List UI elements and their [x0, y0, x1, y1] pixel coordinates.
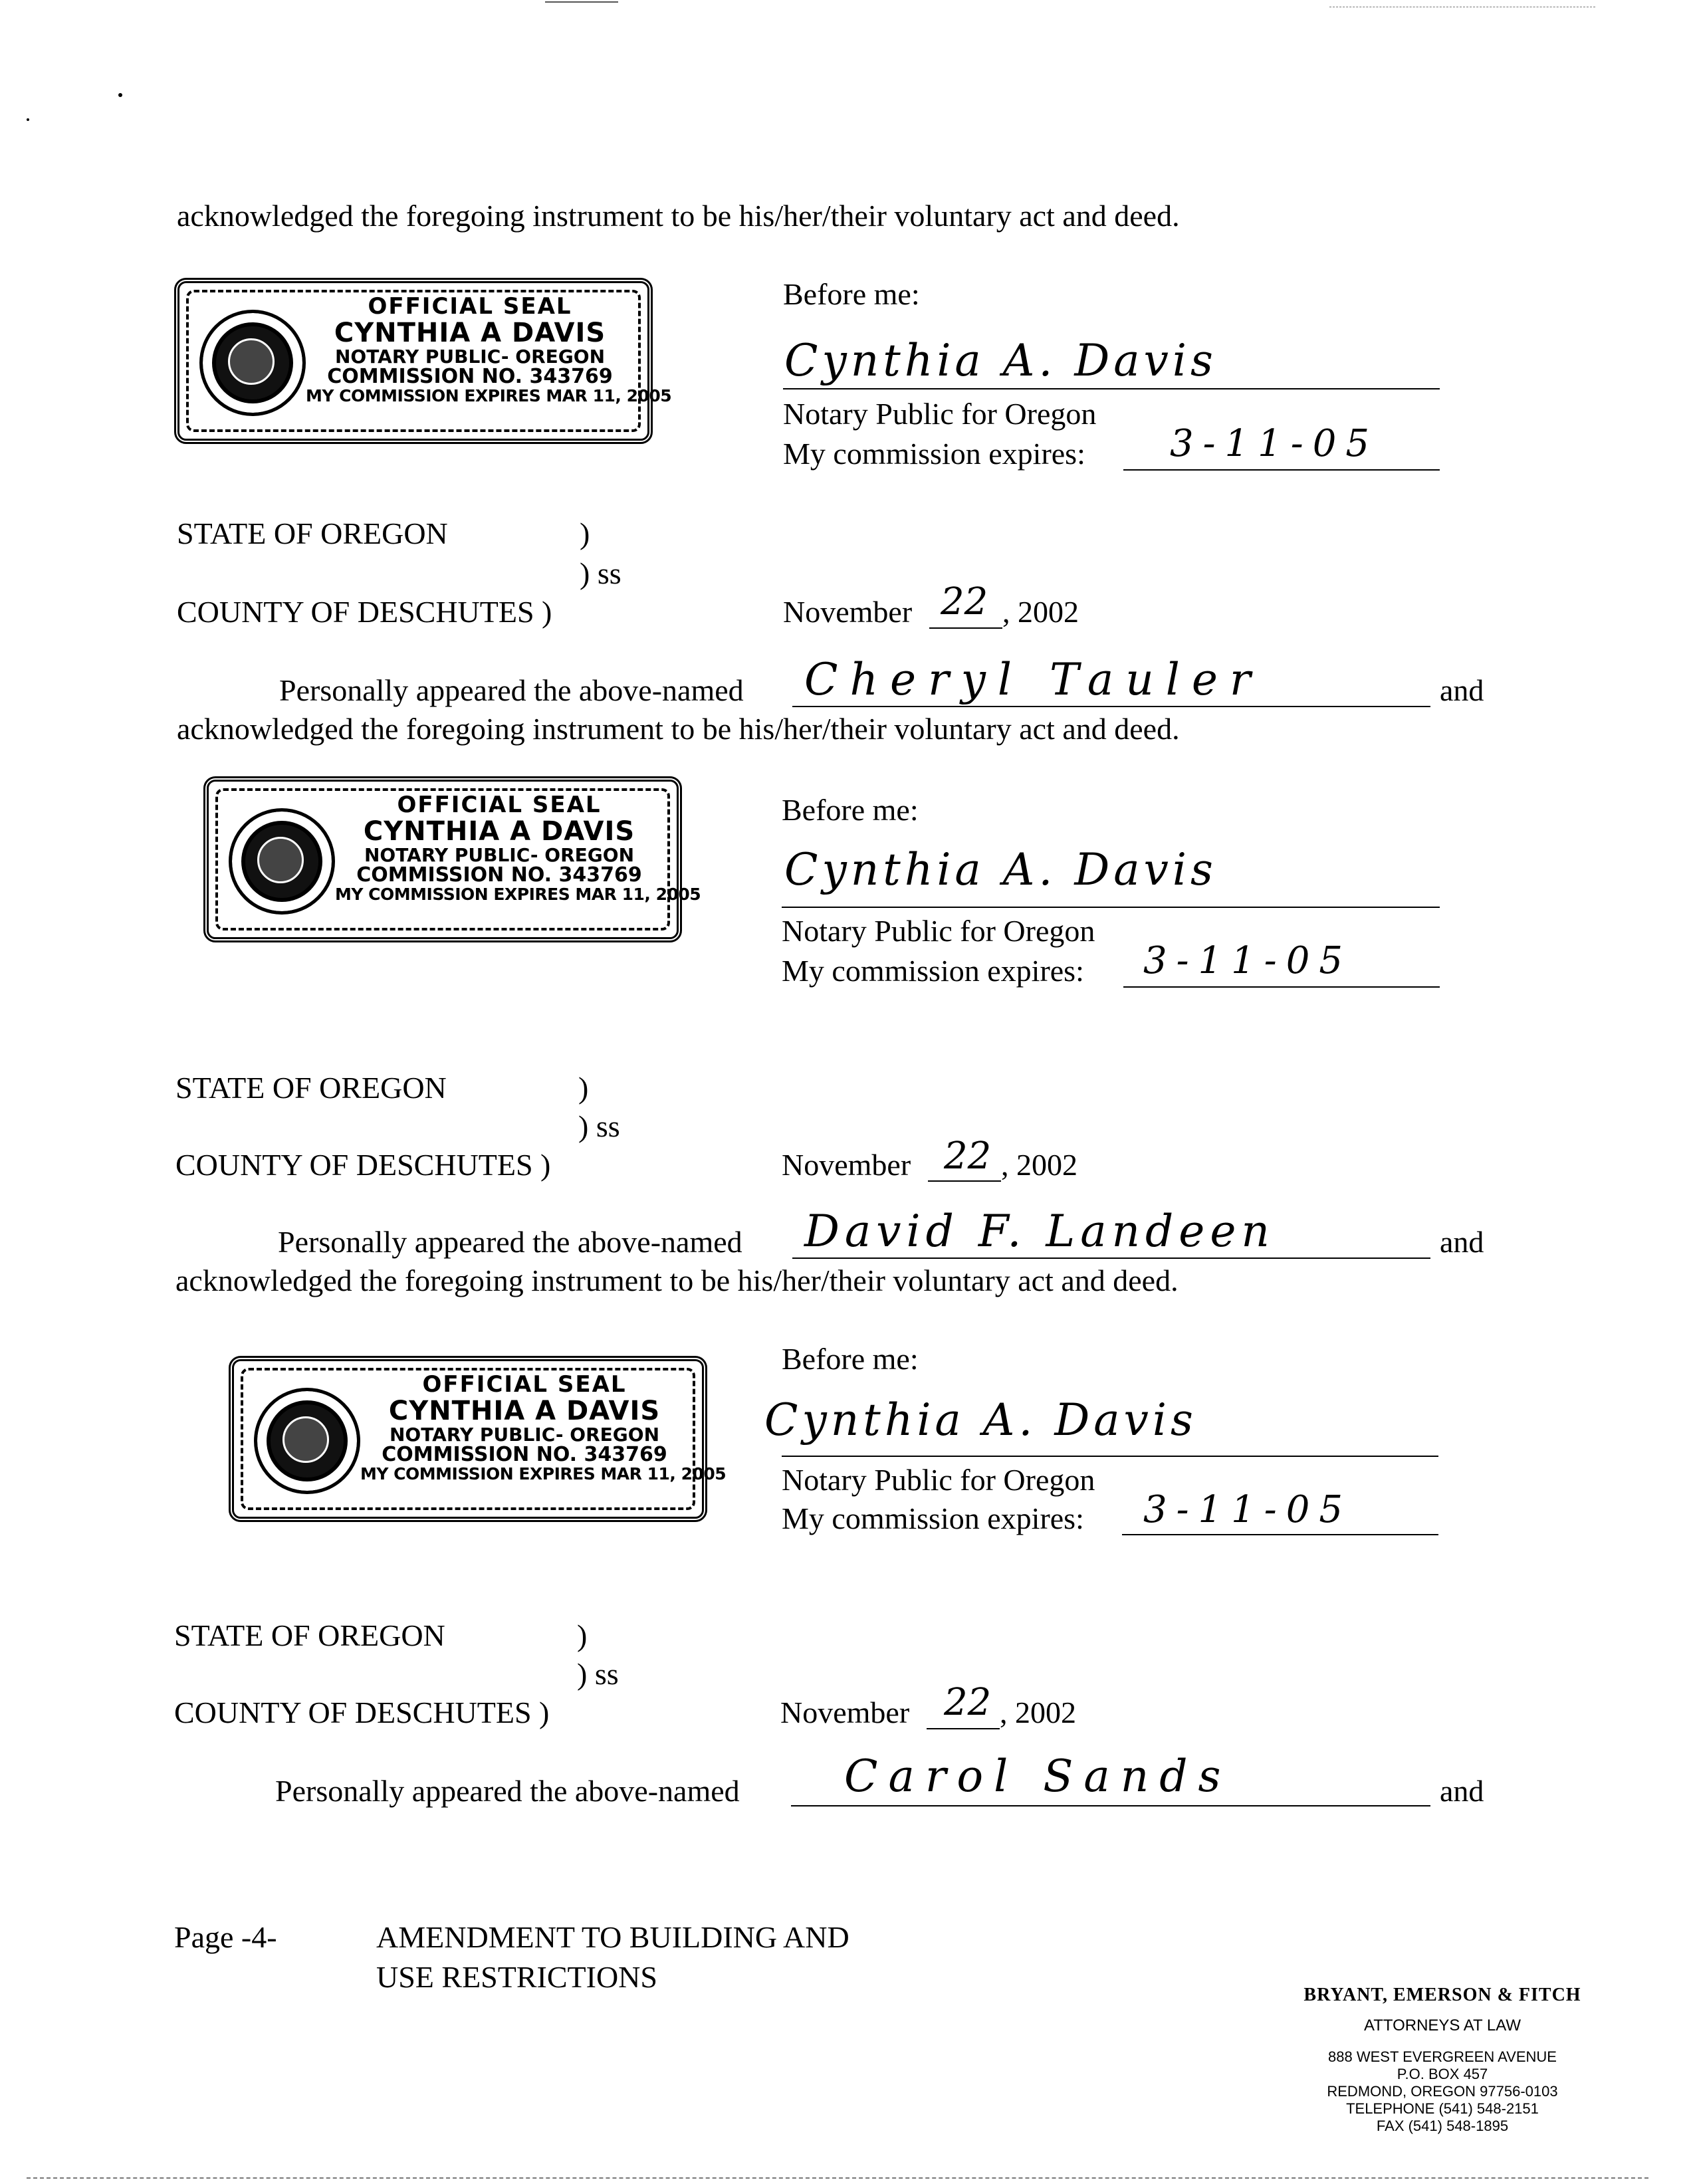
- notary-signature: Cynthia A. Davis: [784, 844, 1217, 895]
- scan-speck: [118, 93, 122, 97]
- commission-line: [1123, 469, 1440, 471]
- commission-expiry: 3-11-05: [1143, 1488, 1352, 1531]
- signature-line: [782, 907, 1440, 908]
- document-title-line2: USE RESTRICTIONS: [376, 1960, 657, 1994]
- name-line: [791, 1805, 1430, 1806]
- before-me-label: Before me:: [783, 277, 920, 311]
- before-me-label: Before me:: [782, 1342, 919, 1376]
- seal-heading: OFFICIAL SEAL: [422, 1371, 627, 1398]
- date-day: 22: [944, 1681, 992, 1724]
- scan-artifact-bottom: [27, 2177, 1648, 2179]
- seal-expiry: MY COMMISSION EXPIRES MAR 11, 2005: [360, 1464, 727, 1483]
- date-day-line: [929, 627, 1002, 629]
- ack-statement: acknowledged the foregoing instrument to be his/her/their voluntary act and deed.: [177, 199, 1180, 233]
- venue-ss: ) ss: [577, 1657, 619, 1691]
- seal-commission-number: COMMISSION NO. 343769: [356, 863, 642, 887]
- seal-expiry: MY COMMISSION EXPIRES MAR 11, 2005: [306, 385, 672, 405]
- law-firm-address-city: REDMOND, OREGON 97756-0103: [1327, 2083, 1558, 2100]
- date-day: 22: [941, 580, 988, 623]
- notary-signature: Cynthia A. Davis: [784, 335, 1217, 386]
- notary-title: Notary Public for Oregon: [783, 397, 1097, 431]
- venue-county: COUNTY OF DESCHUTES ): [175, 1148, 551, 1182]
- law-firm-address-street: 888 WEST EVERGREEN AVENUE: [1328, 2048, 1557, 2065]
- appearing-party-name: Cheryl Tauler: [804, 654, 1263, 705]
- venue-state: STATE OF OREGON: [177, 516, 448, 550]
- law-firm-block: [1276, 1985, 1609, 2135]
- appearing-party-name: Carol Sands: [844, 1751, 1232, 1802]
- seal-commission-number: COMMISSION NO. 343769: [382, 1443, 667, 1467]
- scan-speck: [27, 118, 29, 121]
- seal-heading: OFFICIAL SEAL: [368, 293, 572, 320]
- name-line: [792, 706, 1430, 707]
- venue-state: STATE OF OREGON: [175, 1071, 447, 1105]
- date-year: , 2002: [1002, 595, 1079, 629]
- seal-notary-title: NOTARY PUBLIC- OREGON: [334, 345, 605, 368]
- notary-title: Notary Public for Oregon: [782, 1463, 1095, 1497]
- date-day: 22: [944, 1135, 992, 1178]
- law-firm-subtitle: ATTORNEYS AT LAW: [1363, 2017, 1522, 2034]
- oregon-seal-emblem-icon: [199, 310, 306, 416]
- appearance-lead: Personally appeared the above-named: [279, 673, 744, 707]
- date-year: , 2002: [1000, 1695, 1076, 1729]
- appearance-tail: and: [1440, 673, 1484, 707]
- notary-signature: Cynthia A. Davis: [764, 1394, 1197, 1446]
- law-firm-name: BRYANT, EMERSON & FITCH: [1303, 1985, 1581, 2005]
- oregon-seal-emblem-icon: [254, 1388, 360, 1494]
- signature-line: [782, 1456, 1438, 1457]
- ack-statement: acknowledged the foregoing instrument to be his/her/their voluntary act and deed.: [175, 1263, 1179, 1297]
- notary-seal: [174, 278, 672, 444]
- seal-heading: OFFICIAL SEAL: [397, 792, 602, 818]
- date-year: , 2002: [1001, 1148, 1077, 1182]
- oregon-seal-emblem-icon: [229, 808, 335, 915]
- venue-county: COUNTY OF DESCHUTES ): [174, 1695, 550, 1729]
- appearance-tail: and: [1440, 1774, 1484, 1808]
- commission-expiry: 3-11-05: [1143, 939, 1352, 982]
- commission-label: My commission expires:: [782, 1501, 1084, 1535]
- commission-line: [1123, 986, 1440, 988]
- seal-notary-title: NOTARY PUBLIC- OREGON: [364, 843, 634, 866]
- scan-artifact-top-left: [545, 1, 618, 3]
- commission-line: [1122, 1534, 1438, 1535]
- notary-title: Notary Public for Oregon: [782, 914, 1095, 948]
- appearance-lead: Personally appeared the above-named: [278, 1225, 742, 1259]
- appearance-tail: and: [1440, 1225, 1484, 1259]
- venue-paren: ): [578, 1071, 589, 1105]
- page-number: Page -4-: [174, 1920, 277, 1954]
- commission-expiry: 3-11-05: [1170, 422, 1379, 465]
- name-line: [792, 1257, 1430, 1259]
- venue-ss: ) ss: [580, 556, 621, 590]
- seal-commission-number: COMMISSION NO. 343769: [327, 365, 613, 389]
- venue-ss: ) ss: [578, 1109, 620, 1143]
- document-title-line1: AMENDMENT TO BUILDING AND: [376, 1920, 849, 1954]
- seal-notary-title: NOTARY PUBLIC- OREGON: [389, 1423, 659, 1446]
- seal-notary-name: CYNTHIA A DAVIS: [388, 1395, 661, 1426]
- date-day-line: [928, 1180, 1001, 1182]
- venue-paren: ): [577, 1618, 588, 1652]
- appearance-lead: Personally appeared the above-named: [275, 1774, 740, 1808]
- venue-county: COUNTY OF DESCHUTES ): [177, 595, 552, 629]
- commission-label: My commission expires:: [783, 437, 1085, 471]
- notary-seal: [229, 1356, 727, 1522]
- venue-paren: ): [580, 516, 590, 550]
- law-firm-fax: FAX (541) 548-1895: [1376, 2118, 1509, 2134]
- notary-seal: [203, 776, 701, 942]
- before-me-label: Before me:: [782, 793, 919, 827]
- seal-expiry: MY COMMISSION EXPIRES MAR 11, 2005: [335, 884, 701, 904]
- date-month: November: [783, 595, 913, 629]
- date-month: November: [782, 1148, 911, 1182]
- signature-line: [783, 388, 1440, 389]
- date-day-line: [927, 1728, 1000, 1729]
- venue-state: STATE OF OREGON: [174, 1618, 445, 1652]
- ack-statement: acknowledged the foregoing instrument to be his/her/their voluntary act and deed.: [177, 712, 1180, 746]
- seal-notary-name: CYNTHIA A DAVIS: [363, 816, 635, 847]
- law-firm-address-pobox: P.O. BOX 457: [1397, 2066, 1488, 2082]
- seal-notary-name: CYNTHIA A DAVIS: [334, 317, 606, 348]
- commission-label: My commission expires:: [782, 954, 1084, 988]
- appearing-party-name: David F. Landeen: [804, 1206, 1275, 1257]
- date-month: November: [780, 1695, 910, 1729]
- law-firm-telephone: TELEPHONE (541) 548-2151: [1346, 2100, 1539, 2117]
